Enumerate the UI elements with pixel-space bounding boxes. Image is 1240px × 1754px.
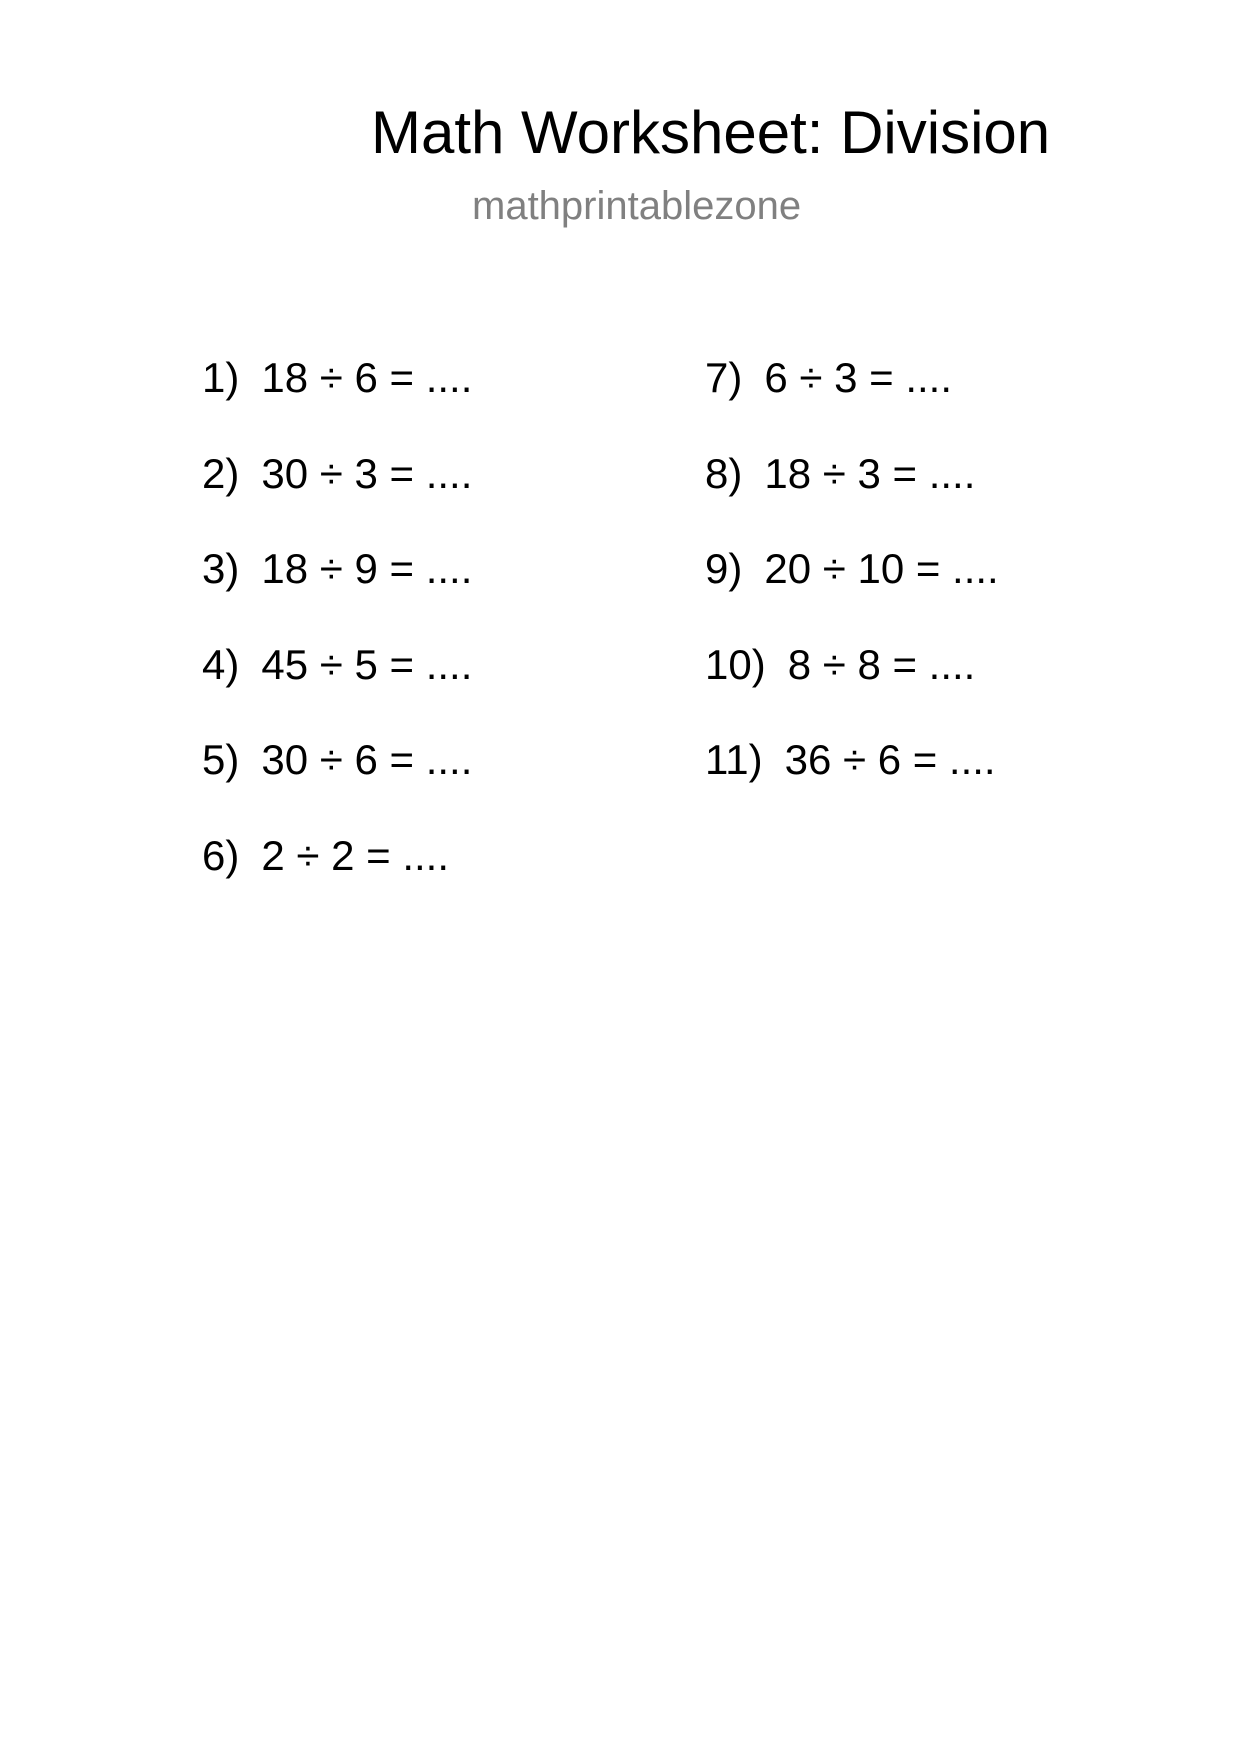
problem xyxy=(705,543,999,639)
problem-expression: 2 ÷ 2 = .... xyxy=(261,831,450,879)
problem xyxy=(705,734,999,830)
problem xyxy=(202,352,472,448)
problem-expression: 18 ÷ 9 = .... xyxy=(261,545,473,592)
worksheet-title: Math Worksheet: Division xyxy=(371,99,1051,166)
problem-expression: 30 ÷ 6 = .... xyxy=(261,736,473,783)
problem-number: 11) xyxy=(705,736,763,783)
problem-number: 6) xyxy=(202,831,240,879)
problem xyxy=(705,448,999,544)
problem xyxy=(705,639,999,735)
problem xyxy=(202,543,472,639)
problem-number: 5) xyxy=(202,736,240,783)
problem xyxy=(202,639,472,735)
problem-expression: 36 ÷ 6 = .... xyxy=(784,736,996,783)
worksheet-subtitle: mathprintablezone xyxy=(472,184,802,228)
problem-expression: 30 ÷ 3 = .... xyxy=(261,449,473,497)
problems-column-right xyxy=(705,352,999,830)
problem xyxy=(202,734,472,830)
problem-expression: 45 ÷ 5 = .... xyxy=(261,640,473,688)
problem-expression: 18 ÷ 3 = .... xyxy=(764,449,976,497)
problem-expression: 18 ÷ 6 = .... xyxy=(261,354,473,401)
problem xyxy=(202,830,472,926)
problem-number: 2) xyxy=(202,449,240,497)
problem-expression: 6 ÷ 3 = .... xyxy=(764,354,953,401)
problem-number: 3) xyxy=(202,545,240,592)
problems-column-left xyxy=(202,352,472,925)
problem xyxy=(705,352,999,448)
problem-number: 7) xyxy=(705,354,743,401)
problem-number: 8) xyxy=(705,449,743,497)
problem-number: 4) xyxy=(202,640,240,688)
problem-expression: 8 ÷ 8 = .... xyxy=(787,640,976,688)
problem-expression: 20 ÷ 10 = .... xyxy=(764,545,999,592)
problem-number: 10) xyxy=(705,640,766,688)
problem-number: 1) xyxy=(202,354,240,401)
problem xyxy=(202,448,472,544)
problem-number: 9) xyxy=(705,545,743,592)
